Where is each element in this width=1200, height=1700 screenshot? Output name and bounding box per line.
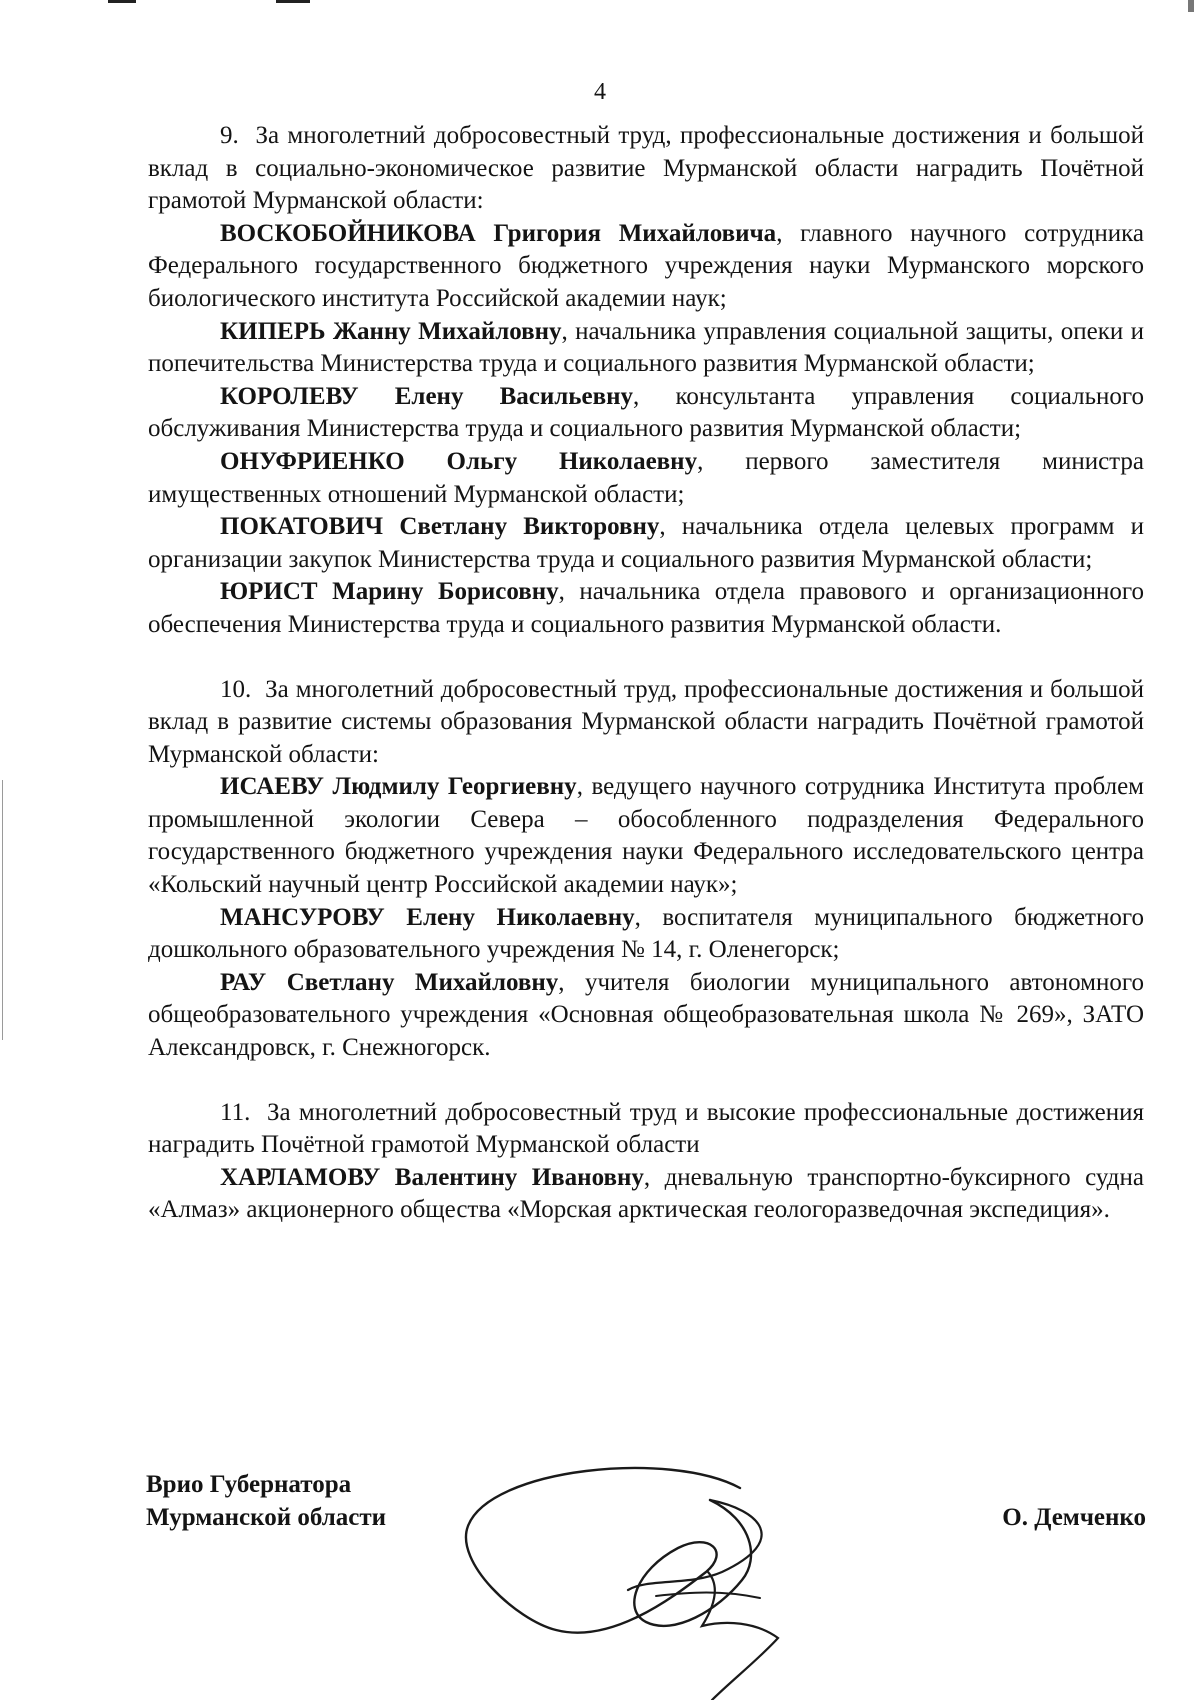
section-intro (148, 120, 1144, 218)
awardee-name: ОНУФРИЕНКО Ольгу Николаевну (220, 447, 698, 475)
section-number: 10. (220, 675, 252, 703)
section-intro-text: За многолетний добросовестный труд, профессиональные достижения и большой вклад в социально-экономическое развитие Мурманской области наградить Почётной грамотой Мурманской области: (148, 122, 1144, 215)
section-intro-text: За многолетний добросовестный труд и высокие профессиональные достижения наградить Почётной грамотой Мурманской области (148, 1098, 1144, 1159)
scan-edge-line (2, 780, 3, 1040)
awardee-name: ВОСКОБОЙНИКОВА Григория Михайловича (220, 219, 777, 247)
signatory-name: О. Демченко (1002, 1504, 1146, 1531)
awardee-name: ЮРИСТ Марину Борисовну (220, 578, 559, 606)
signatory-title-line: Мурманской области (146, 1504, 387, 1531)
handwritten-signature (460, 1460, 880, 1700)
signature-block (0, 1460, 1200, 1690)
awardee-description: , начальника отдела правового и организационного обеспечения Министерства труда и социального развития Мурманской области. (148, 578, 1144, 638)
awardee-item (148, 381, 1144, 446)
awardee-description: , консультанта управления социального обслуживания Министерства труда и социального развития Мурманской области; (148, 382, 1144, 443)
document-body (148, 120, 1144, 1227)
awardee-item (148, 511, 1144, 576)
awardee-name: ПОКАТОВИЧ Светлану Викторовну (220, 513, 660, 541)
signatory-title (146, 1468, 386, 1534)
section-number: 9. (220, 122, 239, 149)
awardee-item (148, 771, 1144, 901)
section-intro (148, 1097, 1144, 1162)
awardee-item (148, 1162, 1144, 1227)
signatory-title-line: Врио Губернатора (146, 1471, 352, 1498)
awardee-name: РАУ Светлану Михайловну (220, 968, 559, 996)
page-number: 4 (594, 79, 606, 105)
awardee-description: , начальника отдела целевых программ и организации закупок Министерства труда и социального развития Мурманской области; (148, 513, 1144, 573)
awardee-item (148, 316, 1144, 381)
awardee-item (148, 967, 1144, 1065)
section-intro-text: За многолетний добросовестный труд, профессиональные достижения и большой вклад в развитие системы образования Мурманской области наградить Почётной грамотой Мурманской области: (148, 675, 1144, 768)
awardee-description: , начальника управления социальной защиты, опеки и попечительства Министерства труда и социального развития Мурманской области; (148, 317, 1144, 378)
section-intro (148, 674, 1144, 772)
awardee-description: , главного научного сотрудника Федерального государственного бюджетного учреждения науки Мурманского морского биологического института Российской академии наук; (148, 219, 1144, 312)
awardee-item (148, 576, 1144, 641)
awardee-description: , воспитателя муниципального бюджетного дошкольного образовательного учреждения № 14, г. Оленегорск; (148, 903, 1144, 964)
section-number: 11. (220, 1098, 251, 1126)
awardee-description: , первого заместителя министра имущественных отношений Мурманской области; (148, 447, 1144, 508)
awardee-name: МАНСУРОВУ Елену Николаевну (220, 903, 635, 931)
awardee-description: , дневальную транспортно-буксирного судна «Алмаз» акционерного общества «Морская арктическая геологоразведочная экспедиция». (148, 1163, 1144, 1224)
awardee-name: КОРОЛЕВУ Елену Васильевну (220, 382, 634, 410)
awardee-description: , ведущего научного сотрудника Института проблем промышленной экологии Севера – обособленного подразделения Федерального государственного бюджетного учреждения науки Федерального исследовательского центра «Кольский научный центр Российской академии наук»; (148, 773, 1144, 899)
scan-artifacts (0, 0, 1200, 12)
awardee-item (148, 446, 1144, 511)
awardee-name: ИСАЕВУ Людмилу Георгиевну (220, 773, 577, 801)
awardee-name: ХАРЛАМОВУ Валентину Ивановну (220, 1163, 644, 1191)
awardee-description: , учителя биологии муниципального автономного общеобразовательного учреждения «Основная общеобразовательная школа № 269», ЗАТО Александровск, г. Снежногорск. (148, 968, 1145, 1062)
awardee-name: КИПЕРЬ Жанну Михайловну (220, 317, 562, 345)
awardee-item (148, 902, 1144, 967)
awardee-item (148, 218, 1144, 316)
